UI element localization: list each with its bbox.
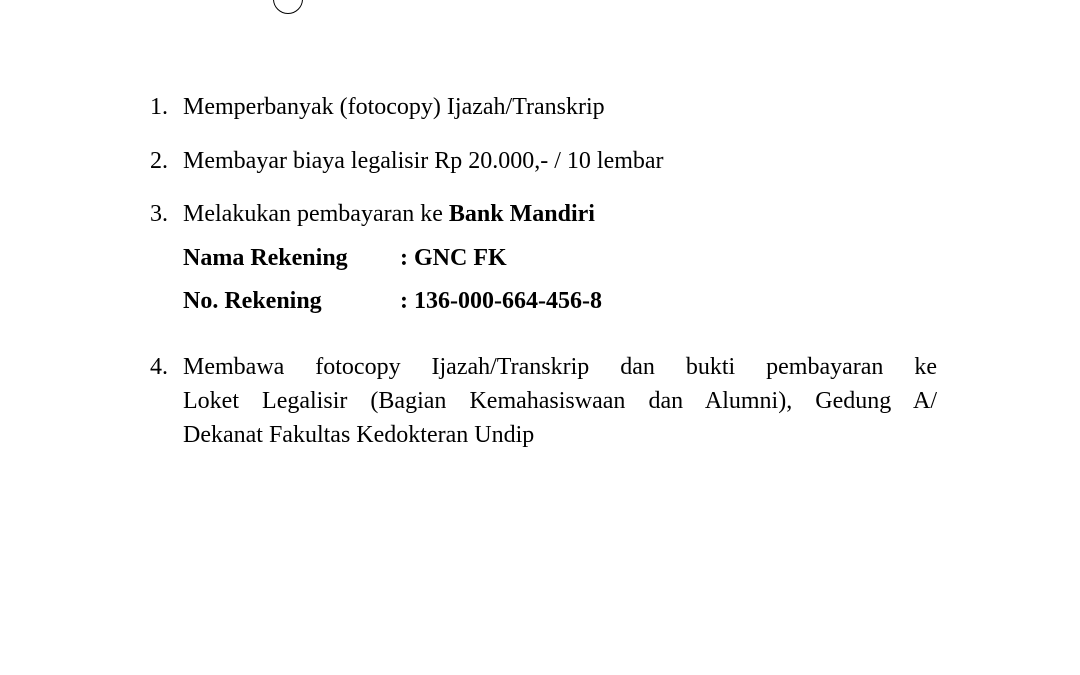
- text-line: Membawa fotocopy Ijazah/Transkrip dan bukti pembayaran ke: [183, 354, 937, 380]
- account-number-value: : 136-000-664-456-8: [400, 288, 602, 314]
- text-line: Loket Legalisir (Bagian Kemahasiswaan dan Alumni), Gedung A/: [183, 388, 937, 414]
- bank-name: Bank Mandiri: [448, 201, 595, 227]
- list-item-text: [183, 197, 937, 231]
- list-item-text: [183, 350, 937, 452]
- text-line: Dekanat Fakultas Kedokteran Undip: [183, 422, 535, 448]
- payment-instruction: Melakukan pembayaran ke: [183, 201, 449, 227]
- account-number-label: No. Rekening: [183, 288, 322, 314]
- list-item-text: Memperbanyak (fotocopy) Ijazah/Transkrip: [183, 94, 605, 120]
- list-item-number: 2.: [150, 148, 168, 174]
- account-name-value: : GNC FK: [400, 245, 507, 271]
- list-item-number: 3.: [150, 201, 168, 227]
- list-item-text: Membayar biaya legalisir Rp 20.000,- / 10 lembar: [183, 148, 664, 174]
- list-item-number: 1.: [150, 94, 168, 120]
- list-item-number: 4.: [150, 354, 168, 380]
- account-name-label: Nama Rekening: [183, 245, 348, 271]
